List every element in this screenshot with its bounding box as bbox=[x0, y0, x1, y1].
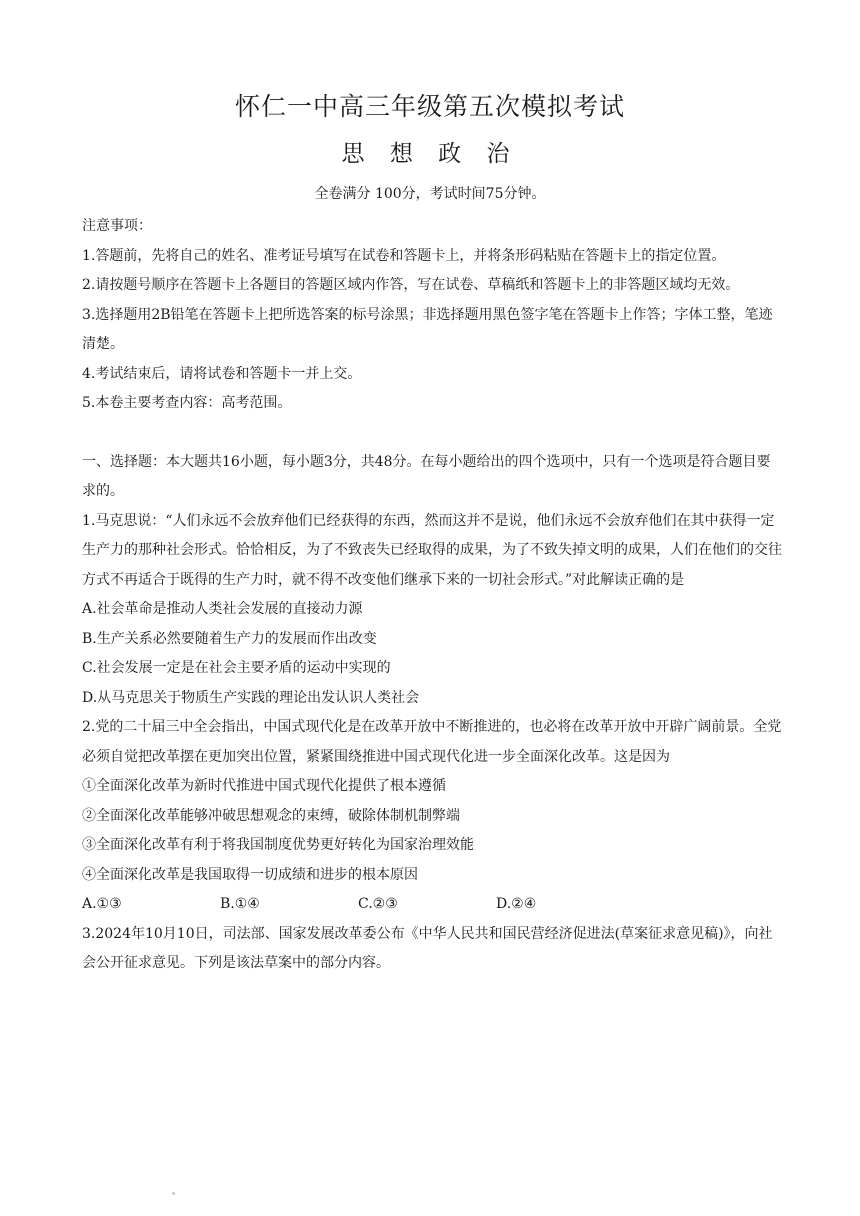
question-1-stem: 1.马克思说：“人们永远不会放弃他们已经获得的东西，然而这并不是说，他们永远不会放弃他们在其中获得一定生产力的那种社会形式。恰恰相反，为了不致丧失已经取得的成果，为了不致失掉文明的成果，人们在他们的交往方式不再适合于既得的生产力时，就不得不改变他们继承下来的一切社会形式。”对此解读正确的是 bbox=[82, 512, 782, 588]
exam-title: 怀仁一中高三年级第五次模拟考试 bbox=[234, 92, 625, 121]
question-2-stem: 2.党的二十届三中全会指出，中国式现代化是在改革开放中不断推进的，也必将在改革开放中开辟广阔前景。全党必须自觉把改革摆在更加突出位置，紧紧围绕推进中国式现代化进一步全面深化改革。这是因为 bbox=[82, 719, 782, 765]
section-spacer bbox=[82, 419, 782, 448]
footer-mark bbox=[172, 1192, 175, 1195]
score-info: 全卷满分 100分，考试时间75分钟。 bbox=[314, 186, 546, 202]
exam-body bbox=[82, 212, 782, 979]
question-2-statement-4: ④全面深化改革是我国取得一切成绩和进步的根本原因 bbox=[82, 866, 418, 883]
question-2-statement-2: ②全面深化改革能够冲破思想观念的束缚，破除体制机制弊端 bbox=[82, 807, 460, 824]
question-2-option-b: B.①④ bbox=[220, 896, 260, 912]
question-2-statement-3: ③全面深化改革有利于将我国制度优势更好转化为国家治理效能 bbox=[82, 837, 474, 853]
question-1-option-c: C.社会发展一定是在社会主要矛盾的运动中实现的 bbox=[82, 660, 391, 676]
question-1-option-d: D.从马克思关于物质生产实践的理论出发认识人类社会 bbox=[82, 689, 420, 706]
notice-item-5: 5.本卷主要考查内容：高考范围。 bbox=[82, 395, 292, 411]
question-2-option-d: D.②④ bbox=[496, 896, 537, 912]
question-1-option-a: A.社会革命是推动人类社会发展的直接动力源 bbox=[82, 601, 363, 617]
notice-item-2: 2.请按题号顺序在答题卡上各题目的答题区域内作答，写在试卷、草稿纸和答题卡上的非答题区域均无效。 bbox=[82, 277, 740, 293]
notice-heading: 注意事项： bbox=[82, 218, 152, 234]
question-2-options bbox=[82, 890, 782, 920]
question-1-option-b: B.生产关系必然要随着生产力的发展而作出改变 bbox=[82, 630, 377, 647]
subject-title: 思 想 政 治 bbox=[341, 141, 519, 167]
question-2-statement-1: ①全面深化改革为新时代推进中国式现代化提供了根本遵循 bbox=[82, 778, 446, 794]
question-2-option-c: C.②③ bbox=[358, 896, 398, 912]
notice-item-3: 3.选择题用2B铅笔在答题卡上把所选答案的标号涂黑；非选择题用黑色签字笔在答题卡上作答；字体工整，笔迹清楚。 bbox=[82, 306, 773, 352]
question-3-stem: 3.2024年10月10日，司法部、国家发展改革委公布《中华人民共和国民营经济促进法(草案征求意见稿)》，向社会公开征求意见。下列是该法草案中的部分内容。 bbox=[82, 925, 773, 971]
question-2-option-a: A.①③ bbox=[82, 896, 122, 912]
notice-item-4: 4.考试结束后，请将试卷和答题卡一并上交。 bbox=[82, 365, 362, 382]
notice-item-1: 1.答题前，先将自己的姓名、准考证号填写在试卷和答题卡上，并将条形码粘贴在答题卡上的指定位置。 bbox=[82, 247, 726, 264]
section-heading: 一、选择题：本大题共16小题，每小题3分，共48分。在每小题给出的四个选项中，只有一个选项是符合题目要求的。 bbox=[82, 453, 771, 499]
